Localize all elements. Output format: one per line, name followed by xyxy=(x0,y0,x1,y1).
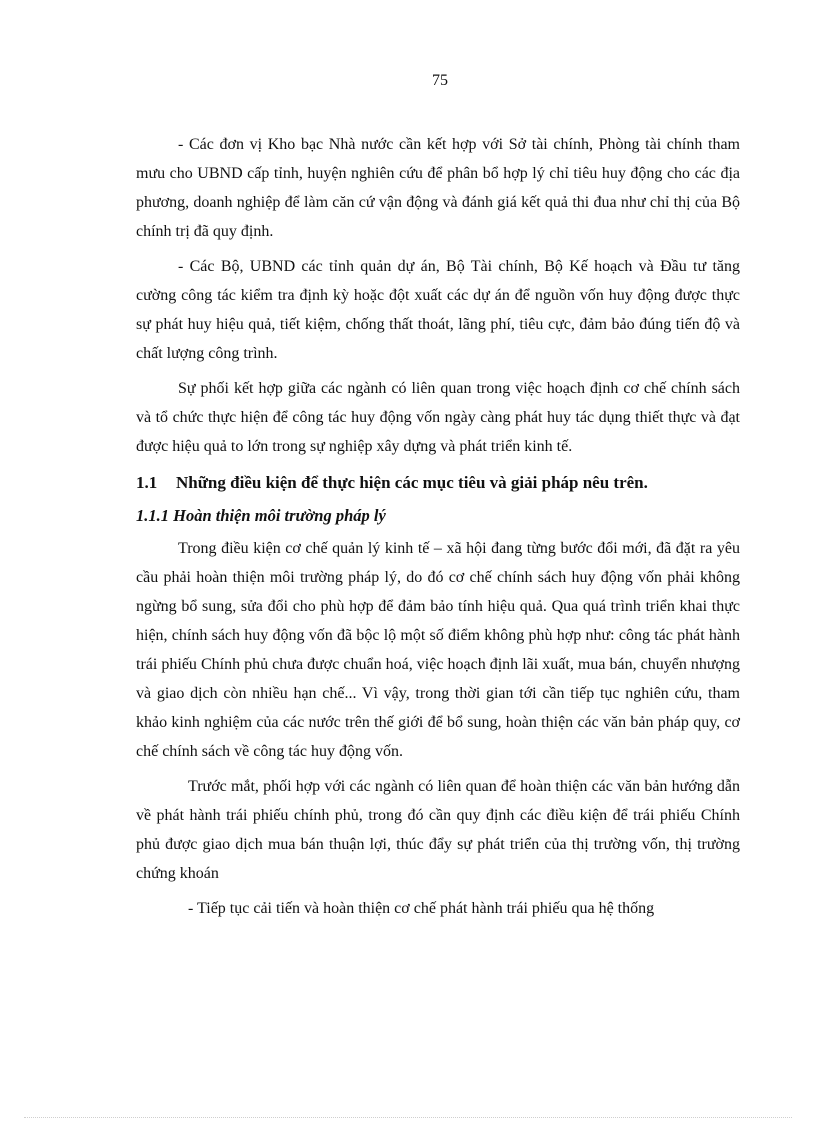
subsection-heading: 1.1.1 Hoàn thiện môi trường pháp lý xyxy=(136,506,386,525)
page-number: 75 xyxy=(432,72,448,89)
paragraph-trong-dieu-kien: Trong điều kiện cơ chế quản lý kinh tế – xã hội đang từng bước đổi mới, đã đặt ra yêu cầu phải hoàn thiện môi trường pháp lý, do đó cơ chế chính sách huy động vốn phải không ngừng bổ sung, sửa đổi cho phù hợp để đảm bảo tính hiệu quả. Qua quá trình triển khai thực hiện, chính sách huy động vốn đã bộc lộ một số điểm không phù hợp như: công tác phát hành trái phiếu Chính phủ chưa được chuẩn hoá, việc hoạch định lãi xuất, mua bán, chuyển nhượng và giao dịch còn nhiều hạn chế... Vì vậy, trong thời gian tới cần tiếp tục nghiên cứu, tham khảo kinh nghiệm của các nước trên thế giới để bổ sung, hoàn thiện các văn bản pháp quy, cơ chế chính sách về công tác huy động vốn. xyxy=(136,540,740,760)
paragraph-tiep-tuc: - Tiếp tục cải tiến và hoàn thiện cơ chế phát hành trái phiếu qua hệ thống xyxy=(188,900,655,917)
section-number: 1.1 xyxy=(136,473,158,492)
paragraph-truoc-mat: Trước mắt, phối hợp với các ngành có liên quan để hoàn thiện các văn bản hướng dẫn về phát hành trái phiếu chính phủ, trong đó cần quy định các điều kiện để trái phiếu Chính phủ được giao dịch mua bán thuận lợi, thúc đẩy sự phát triển của thị trường vốn, thị trường chứng khoán xyxy=(136,778,740,882)
paragraph-cac-bo: - Các Bộ, UBND các tỉnh quản dự án, Bộ Tài chính, Bộ Kế hoạch và Đầu tư tăng cường công tác kiểm tra định kỳ hoặc đột xuất các dự án để nguồn vốn huy động được thực sự phát huy hiệu quả, tiết kiệm, chống thất thoát, lãng phí, tiêu cực, đảm bảo đúng tiến độ và chất lượng công trình. xyxy=(136,258,740,362)
page-body xyxy=(136,130,740,929)
section-title: Những điều kiện để thực hiện các mục tiêu và giải pháp nêu trên. xyxy=(176,473,648,492)
paragraph-su-phoi-ket-hop: Sự phối kết hợp giữa các ngành có liên quan trong việc hoạch định cơ chế chính sách và tổ chức thực hiện để công tác huy động vốn ngày càng phát huy tác dụng thiết thực và đạt được hiệu quả to lớn trong sự nghiệp xây dựng và phát triển kinh tế. xyxy=(136,380,740,455)
section-heading xyxy=(136,469,740,497)
paragraph-kho-bac: - Các đơn vị Kho bạc Nhà nước cần kết hợp với Sở tài chính, Phòng tài chính tham mưu cho UBND cấp tỉnh, huyện nghiên cứu để phân bổ hợp lý chỉ tiêu huy động cho các địa phương, doanh nghiệp để làm căn cứ vận động và đánh giá kết quả thi đua như chỉ thị của Bộ chính trị đã quy định. xyxy=(136,136,740,240)
page-bottom-divider xyxy=(24,1117,792,1118)
